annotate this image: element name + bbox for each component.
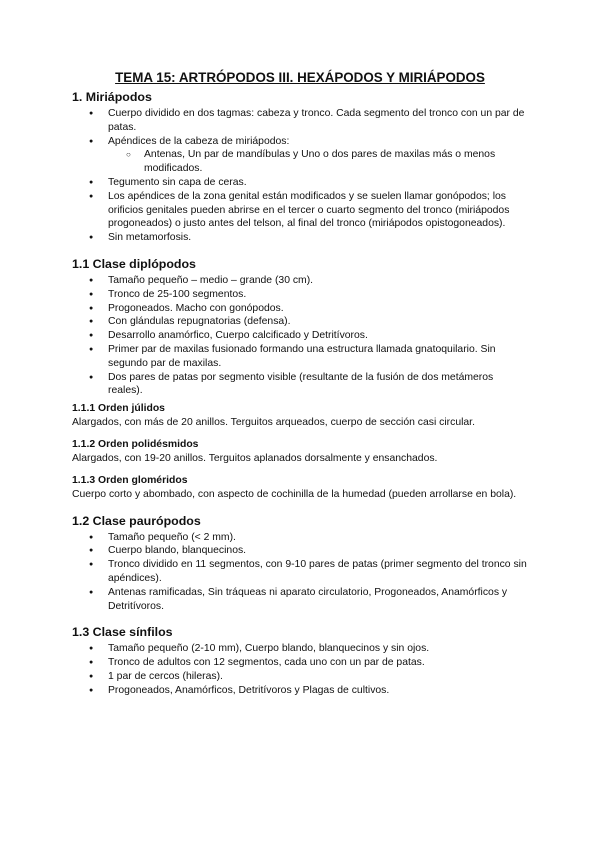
list-item: ● Cuerpo blando, blanquecinos. (72, 544, 528, 558)
list-item: ● Progoneados. Macho con gonópodos. (72, 302, 528, 316)
subsection-heading-polidesmidos: 1.1.2 Orden polidésmidos (72, 438, 199, 450)
subsection-heading-glomeridos: 1.1.3 Orden gloméridos (72, 474, 188, 486)
section-heading-pauropodos: 1.2 Clase paurópodos (72, 513, 201, 528)
glomeridos-text: Cuerpo corto y abombado, con aspecto de cochinilla de la humedad (pueden arrollarse en bola). (72, 488, 517, 500)
list-item: ● Sin metamorfosis. (72, 231, 528, 245)
list-item: ● Desarrollo anamórfico, Cuerpo calcificado y Detritívoros. (72, 329, 528, 343)
list-item: ● Con glándulas repugnatorias (defensa). (72, 315, 528, 329)
sublist (108, 148, 528, 176)
list-item: ● Antenas ramificadas, Sin tráqueas ni aparato circulatorio, Progoneados, Anamórficos y Detritívoros. (72, 586, 528, 614)
list-item: ● Tronco de 25-100 segmentos. (72, 288, 528, 302)
section-heading-diplopodos: 1.1 Clase diplópodos (72, 256, 196, 271)
sublist-item: ○ Antenas, Un par de mandíbulas y Uno o dos pares de maxilas más o menos modificados. (108, 148, 528, 176)
document-title: TEMA 15: ARTRÓPODOS III. HEXÁPODOS Y MIRIÁPODOS (115, 70, 485, 85)
document-page (72, 70, 528, 698)
subsection-heading-julidos: 1.1.1 Orden júlidos (72, 403, 165, 415)
sinfilos-list (72, 642, 528, 697)
list-item: ● Los apéndices de la zona genital están modificados y se suelen llamar gonópodos; los orificios genitales pueden abrirse en el tercer o cuarto segmento del tronco (miriápodos progoneados) o justo antes del telson, al final del tronco (miriápodos opistogoneados). (72, 190, 528, 231)
list-item: ● Primer par de maxilas fusionado formando una estructura llamada gnatoquilario. Sin segundo par de maxilas. (72, 343, 528, 371)
polidesmidos-text: Alargados, con 19-20 anillos. Terguitos aplanados dorsalmente y ensanchados. (72, 452, 438, 464)
list-item: ● 1 par de cercos (hileras). (72, 670, 528, 684)
list-item: ● Tegumento sin capa de ceras. (72, 176, 528, 190)
pauropodos-list (72, 531, 528, 614)
list-item: ● Tamaño pequeño – medio – grande (30 cm). (72, 274, 528, 288)
list-item: ● Tamaño pequeño (< 2 mm). (72, 531, 528, 545)
list-item: ● Cuerpo dividido en dos tagmas: cabeza y tronco. Cada segmento del tronco con un par de patas. (72, 107, 528, 135)
diplopodos-list (72, 274, 528, 398)
list-item: ● Dos pares de patas por segmento visible (resultante de la fusión de dos metámeros reales). (72, 371, 528, 399)
list-item: ● Tronco de adultos con 12 segmentos, cada uno con un par de patas. (72, 656, 528, 670)
miriapodos-list (72, 107, 528, 245)
list-item: ● Tamaño pequeño (2-10 mm), Cuerpo blando, blanquecinos y sin ojos. (72, 642, 528, 656)
list-item (72, 135, 528, 176)
list-item: ● Progoneados, Anamórficos, Detritívoros y Plagas de cultivos. (72, 684, 528, 698)
section-heading-miriapodos: 1. Miriápodos (72, 90, 152, 104)
section-heading-sinfilos: 1.3 Clase sínfilos (72, 625, 173, 640)
julidos-text: Alargados, con más de 20 anillos. Terguitos arqueados, cuerpo de sección casi circular. (72, 417, 475, 429)
list-item-text: Apéndices de la cabeza de miriápodos: (108, 135, 290, 147)
list-item: ● Tronco dividido en 11 segmentos, con 9-10 pares de patas (primer segmento del tronco sin apéndices). (72, 558, 528, 586)
